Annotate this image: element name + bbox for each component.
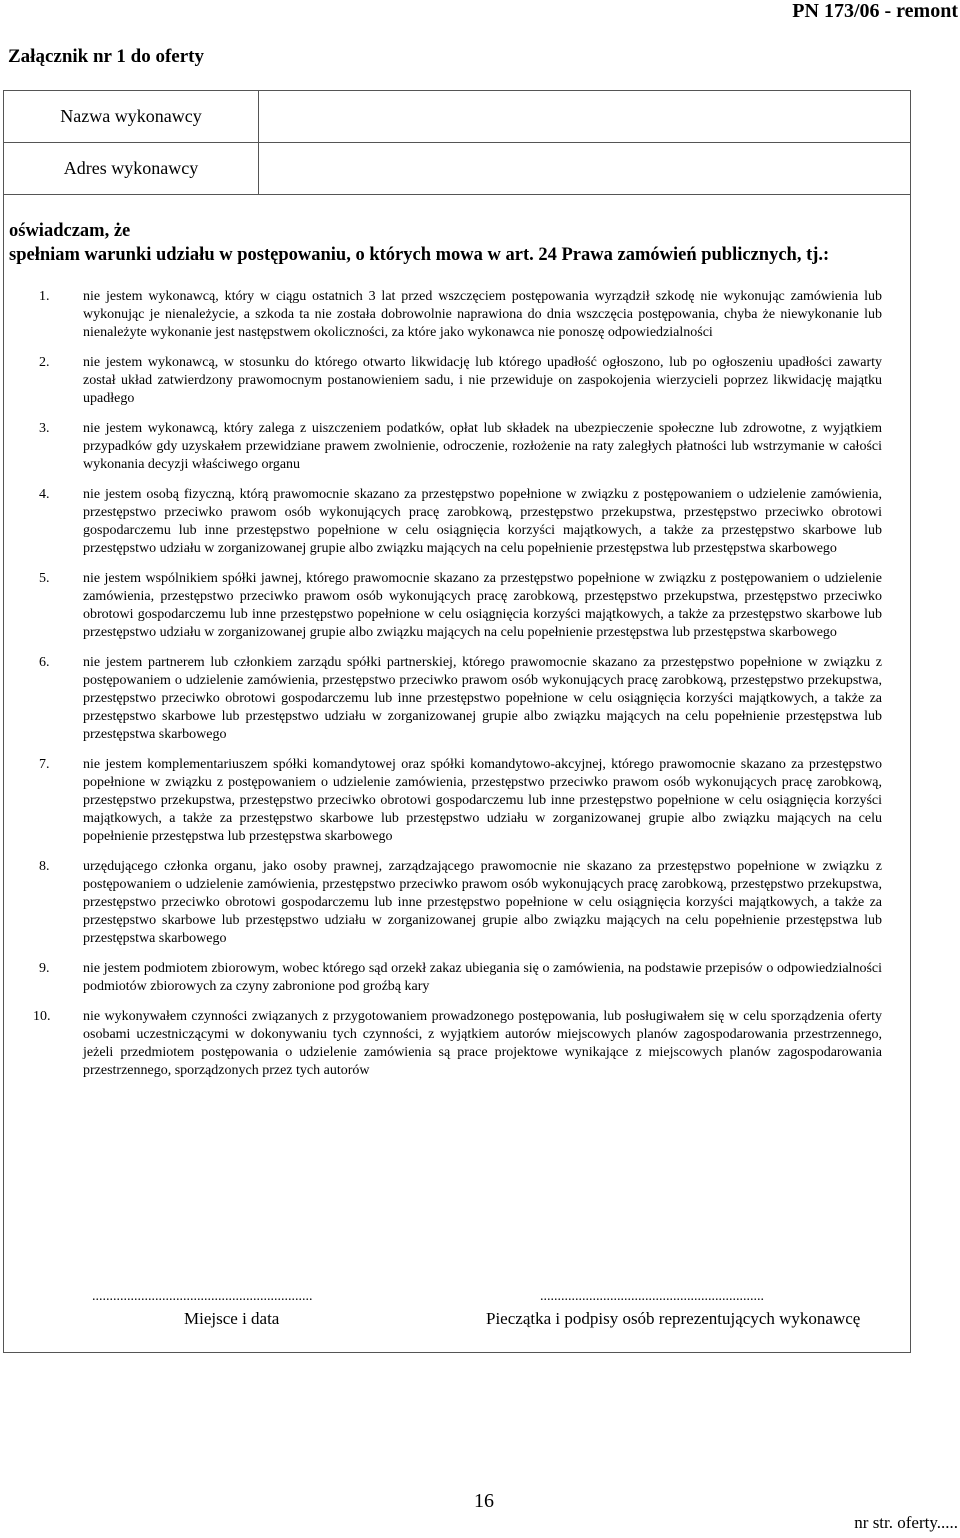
list-item [9,288,882,342]
form-box [3,90,911,1353]
document-number: PN 173/06 - remont [792,0,958,22]
list-item [9,858,882,948]
list-item [9,960,882,996]
item-number: 6. [39,655,50,670]
declaration-line-2: spełniam warunki udziału w postępowaniu, o których mowa w art. 24 Prawa zamówień publicznych, tj.: [9,245,830,265]
contractor-address-label: Adres wykonawcy [4,143,259,195]
item-number: 9. [39,961,50,976]
place-date-line[interactable]: ............................................................... [92,1289,313,1304]
signature-line[interactable]: ................................................................ [540,1289,764,1304]
contractor-address-field[interactable] [259,143,911,195]
item-text: nie jestem wspólnikiem spółki jawnej, którego prawomocnie skazano za przestępstwo popełnione w związku z postępowaniem o udzielenie zamówienia, przestępstwo przeciwko prawom osób wykonujących pracę zarobkową, przestępstwo przekupstwa, przestępstwo przeciwko obrotowi gospodarczemu lub inne przestępstwo popełnione w celu osiągnięcia korzyści majątkowych, a także za przestępstwo skarbowe lub przestępstwo udziału w zorganizowanej grupie albo związku mających na celu popełnienie przestępstwa lub przestępstwa skarbowego [83,571,882,640]
contractor-name-label: Nazwa wykonawcy [4,91,259,143]
declaration-line-1: oświadczam, że [9,221,131,241]
list-item [9,654,882,744]
place-date-label: Miejsce i data [184,1309,280,1328]
item-number: 5. [39,571,50,586]
list-item [9,756,882,846]
item-text: nie jestem osobą fizyczną, którą prawomocnie skazano za przestępstwo popełnione w związku z postępowaniem o udzielenie zamówienia, przestępstwo przeciwko prawom osób wykonujących pracę zarobkową, przestępstwo przekupstwa, przestępstwo przeciwko obrotowi gospodarczemu lub inne przestępstwo popełnione w celu osiągnięcia korzyści majątkowych, a także za przestępstwo skarbowe lub przestępstwo udziału w zorganizowanej grupie albo związku mających na celu popełnienie przestępstwa lub przestępstwa skarbowego [83,487,882,556]
contractor-name-field[interactable] [259,91,911,143]
item-text: nie jestem wykonawcą, który w ciągu ostatnich 3 lat przed wszczęciem postępowania wyrządził szkodę nie wykonując zamówienia lub wykonując je nienależycie, a szkoda ta nie została dobrowolnie naprawiona do dnia wszczęcia postępowania, chyba że niewykonanie lub nienależyte wykonanie jest następstwem okoliczności, za które jako wykonawca nie ponoszę odpowiedzialności [83,289,882,340]
item-text: nie jestem wykonawcą, który zalega z uiszczeniem podatków, opłat lub składek na ubezpieczenie społeczne lub zdrowotne, z wyjątkiem przypadków gdy uzyskałem przewidziane prawem zwolnienie, odroczenie, rozłożenie na raty zaległych płatności lub wstrzymanie w całości wykonania decyzji właściwego organu [83,421,882,472]
item-text: nie jestem wykonawcą, w stosunku do którego otwarto likwidację lub którego upadłość ogłoszono, lub po ogłoszeniu upadłości zawarty został układ zatwierdzony prawomocnym postanowieniem sadu, i nie przewiduje on zaspokojenia wierzycieli poprzez likwidację majątku upadłego [83,355,882,406]
list-item [9,486,882,558]
contractor-table [4,91,910,195]
item-text: nie jestem komplementariuszem spółki komandytowej oraz spółki komandytowo-akcyjnej, którego prawomocnie skazano za przestępstwo popełnione w związku z postępowaniem o udzielenie zamówienia, przestępstwo przeciwko prawom osób wykonujących pracę zarobkową, przestępstwo przekupstwa, przestępstwo przeciwko obrotowi gospodarczemu lub inne przestępstwo popełnione w celu osiągnięcia korzyści majątkowych, a także za przestępstwo skarbowe lub przestępstwo udziału w zorganizowanej grupie albo związku mających na celu popełnienie przestępstwa lub przestępstwa skarbowego [83,757,882,844]
item-number: 7. [39,757,50,772]
item-text: urzędującego członka organu, jako osoby prawnej, zarządzającego prawomocnie nie skazano za przestępstwo popełnione w związku z postępowaniem o udzielenie zamówienia, przestępstwo przeciwko prawom osób wykonujących pracę zarobkową, przestępstwo przekupstwa, przestępstwo przeciwko obrotowi gospodarczemu lub inne przestępstwo popełnione w celu osiągnięcia korzyści majątkowych, a także za przestępstwo skarbowe lub przestępstwo udziału w zorganizowanej grupie albo związku mających na celu popełnienie przestępstwa lub przestępstwa skarbowego [83,859,882,946]
item-number: 3. [39,421,50,436]
item-text: nie jestem partnerem lub członkiem zarządu spółki partnerskiej, którego prawomocnie skazano za przestępstwo popełnione w związku z postępowaniem o udzielenie zamówienia, przestępstwo przeciwko prawom osób wykonujących pracę zarobkową, przestępstwo przekupstwa, przestępstwo przeciwko obrotowi gospodarczemu lub inne przestępstwo popełnione w celu osiągnięcia korzyści majątkowych, a także za przestępstwo skarbowe lub przestępstwo udziału w zorganizowanej grupie albo związku mających na celu popełnienie przestępstwa lub przestępstwa skarbowego [83,655,882,742]
item-number: 10. [33,1009,51,1024]
list-item [9,354,882,408]
offer-page-number: nr str. oferty..... [854,1513,958,1532]
attachment-title: Załącznik nr 1 do oferty [8,46,204,67]
list-item [9,1008,882,1080]
item-text: nie jestem podmiotem zbiorowym, wobec którego sąd orzekł zakaz ubiegania się o zamówienia, na podstawie przepisów o odpowiedzialności podmiotów zbiorowych za czyny zabronione pod groźbą kary [83,961,882,994]
item-text: nie wykonywałem czynności związanych z przygotowaniem prowadzonego postępowania, lub posługiwałem się w celu sporządzenia oferty osobami uczestniczącymi w dokonywaniu tych czynności, z wyjątkiem autorów miejscowych planów zagospodarowania przestrzennego, jeżeli przedmiotem postępowania o udzielenie zamówienia są prace projektowe wynikające z miejscowych planów zagospodarowania przestrzennego, sporządzonych przez tych autorów [83,1009,882,1078]
signature-label: Pieczątka i podpisy osób reprezentujących wykonawcę [486,1309,861,1328]
item-number: 4. [39,487,50,502]
page-number: 16 [474,1490,494,1512]
declaration-heading [9,219,829,267]
declaration-list [9,288,882,1092]
list-item [9,420,882,474]
item-number: 1. [39,289,50,304]
list-item [9,570,882,642]
item-number: 2. [39,355,50,370]
item-number: 8. [39,859,50,874]
